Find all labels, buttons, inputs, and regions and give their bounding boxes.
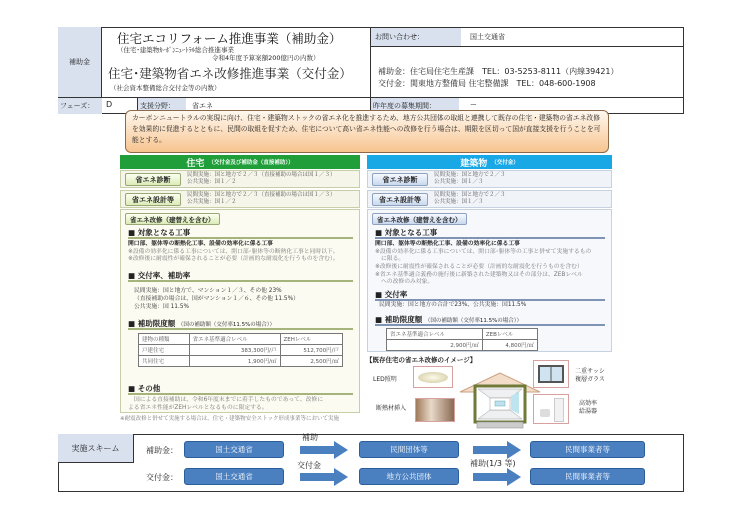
target-note: ※設備の効率化に係る工事については、開口部･躯体等の工事と併せて実施するもの [375,249,592,255]
water-heater-image [533,394,569,424]
arrow-label-subsidy: 補助 [302,433,318,442]
intro-summary: カーボンニュートラルの実現に向け、住宅・建築物ストックの省エネ化を推進するため、地方公共団体の取組と連携して既存の住宅・建築物の省エネ改修を効果的に促進するとともに、民間の取組を促すため、住宅について高い省エネ性能への改修を行う場合は、期限を区切って国が直接支援を行うことを可能とする。 [125,110,609,153]
contact-grant: 交付金：関東地方整備局 住宅整備課 TEL：048-600-1908 [378,79,596,88]
table-header: 省エネ基準適合レベル [387,329,483,340]
rate-text: 公共実施：国１／３ [434,199,484,205]
target-note: ※設備の効率化に係る工事については、開口部･躯体等の断熱化工事と同時以下。 [128,249,339,255]
rate-text: 民間実施：国と地方で２／３ [434,192,506,198]
building-limit-table [386,328,538,351]
limit-heading: ■ 補助限度額 [375,315,423,324]
insulation-label: 断熱材挿入 [376,405,407,412]
field-value: 省エネ [192,102,213,110]
building-renovation-panel [367,209,612,352]
footnote: ※耐震改修と併せて実施する場合は、住宅・建築物安全ストック形成事業等において実施 [120,416,339,422]
scheme-box-private-business: 民間事業者等 [530,468,645,485]
building-renovation-tag: 省エネ改修（建替えを含む） [372,213,467,225]
target-note: ※改修後に耐震性が確保されることが必要（計画的な耐震化を行うものを含む） [375,264,583,270]
rate-text: 民間実施：国と地方で２／３（直接補助の場合は国１／３） [187,192,336,198]
inquiry-label: お問い合わせ： [371,28,461,46]
building-design-button: 省エネ設計等 [372,193,428,206]
rate-text: 公共実施：国１／２ [187,179,237,185]
led-light-image [413,366,453,388]
housing-diagnosis-row [120,170,360,188]
scheme-grant-label: 交付金： [146,473,178,482]
table-row: 2,900円/㎡ 4,800円/㎡ [387,340,538,351]
scheme-box-private-org: 民間団体等 [359,441,459,458]
arrow-right-icon [473,441,521,459]
target-note: ※省エネ基準適合義務の施行後に新築された建築物又はその部分は、ZEBレベル [375,272,583,278]
section-rule [128,280,353,282]
housing-design-button: 省エネ設計等 [125,193,181,206]
section-rule [375,299,605,301]
rate-line: （直接補助の場合は、国がマンション１／６、その他 11.5%） [134,296,299,302]
arrow-right-icon [300,468,348,486]
scheme-box-mlit: 国土交通省 [184,441,284,458]
building-diagnosis-button: 省エネ診断 [372,173,428,186]
building-title: 建築物 [460,158,488,169]
category-label: 補助金 [58,27,102,97]
housing-title: 住宅 [186,158,205,169]
insulation-image [415,398,455,422]
section-rule [375,237,605,239]
image-title: 【既存住宅の省エネ改修のイメージ】 [366,356,477,364]
table-header: ZEHレベル [280,334,342,345]
led-label: LED照明 [373,376,397,383]
scheme-box-local-gov: 地方公共団体 [359,468,459,485]
scheme-subsidy-label: 補助金： [146,446,178,455]
housing-diagnosis-button: 省エネ診断 [125,173,181,186]
house-diagram-icon [455,370,545,430]
phase-label: フェーズ： [58,98,102,114]
rate-line: 公共実施：国 11.5% [134,304,190,310]
heater-label: 高効率 給湯器 [579,400,598,415]
housing-header [120,155,360,169]
building-header [367,155,612,169]
title-grant: 住宅･建築物省エネ改修推進事業（交付金） [108,66,352,81]
table-header: ZEBレベル [482,329,537,340]
scheme-box-mlit: 国土交通省 [184,468,284,485]
building-subtitle: （交付金） [491,160,519,166]
title-subsidy: 住宅エコリフォーム推進事業（補助金） [117,31,342,46]
field-label: 支援分野： [138,98,186,114]
sash-label: 二重サッシ 複層ガラス [575,368,605,383]
housing-design-row [120,190,360,208]
housing-subtitle: （交付金及び補助金（直接補助）） [208,160,294,166]
table-header: 省エネ基準適合レベル [189,334,280,345]
divider [370,46,684,47]
arrow-right-icon [473,468,521,486]
title-grant-note: （社会資本整備総合交付金等の内数） [110,84,221,92]
arrow-label-subsidy-ratio: 補助(1/3 等) [470,459,516,468]
section-rule [128,328,353,330]
rate-text: 公共実施：国１／３ [434,179,484,185]
housing-renovation-panel [120,209,360,413]
title-subsidy-note1: （住宅･建築物ｶｰﾎﾞﾝﾆｭｰﾄﾗﾙ総合推進事業 [117,46,234,54]
table-row: 共同住宅 1,900円/㎡ 2,500円/㎡ [139,356,343,367]
title-subsidy-note2: 令和4年度予算案額200億円の内数） [212,54,320,62]
section-heading: ■ 交付率、補助率 [128,271,191,280]
section-heading: ■ 交付率 [375,290,408,299]
limit-subheading: （国の補助額（交付率11.5%の場合）） [177,322,276,328]
section-heading: ■ 対象となる工事 [128,228,191,237]
section-rule [128,393,353,395]
phase-value: D [106,100,113,109]
target-note: に限る。 [381,256,405,262]
target-main: 開口部、躯体等の断熱化工事、設備の効率化に係る工事 [375,241,520,247]
double-sash-image [533,360,569,388]
target-note: への改修のみ対象。 [381,279,434,285]
table-header: 建物の種類 [139,334,190,345]
building-design-row [367,190,612,208]
section-heading: ■ 対象となる工事 [375,228,438,237]
scheme-label: 実施スキーム [58,434,134,463]
target-note: ※改修後に耐震性が確保されることが必要（計画的な耐震化を行うものを含む）。 [128,256,339,262]
arrow-label-grant: 交付金 [297,461,321,470]
prev-period-label: 昨年度の募集期間： [371,98,459,114]
other-text: よる省エネ性能がZEHレベルとなるものに限定する。 [128,405,268,411]
prev-period-value: ー [470,101,477,109]
housing-renovation-tag: 省エネ改修（建替えを含む） [125,213,220,225]
scheme-box-private-business: 民間事業者等 [530,441,645,458]
rate-line: 民間実施：国と地方で、マンション１／３、その他 23% [134,288,282,294]
contact-subsidy: 補助金：住宅局住宅生産課 TEL：03-5253-8111（内線39421） [378,67,619,76]
target-main: 開口部、躯体等の断熱化工事、設備の効率化に係る工事 [128,241,273,247]
section-heading: ■ その他 [128,384,161,393]
section-rule [128,237,353,239]
rate-text: 民間実施：国と地方で２／３（直接補助の場合は国１／３） [187,172,336,178]
housing-limit-table [138,333,343,367]
building-diagnosis-row [367,170,612,188]
table-row: 戸建住宅 383,300円/戸 512,700円/戸 [139,345,343,356]
rate-line: 民間実施：国と地方の合計で23%、公共実施：国11.5% [379,302,527,308]
section-rule [375,324,605,326]
inquiry-value: 国土交通省 [470,33,505,41]
other-text: 国による直接補助は、令和6年度末までに着手したものであって、改修に [134,397,324,403]
limit-heading: ■ 補助限度額 [128,319,176,328]
arrow-right-icon [300,441,348,459]
rate-text: 公共実施：国１／２ [187,199,237,205]
limit-subheading: （国の補助額（交付率11.5%の場合）） [424,318,523,324]
rate-text: 民間実施：国と地方で２／３ [434,172,506,178]
